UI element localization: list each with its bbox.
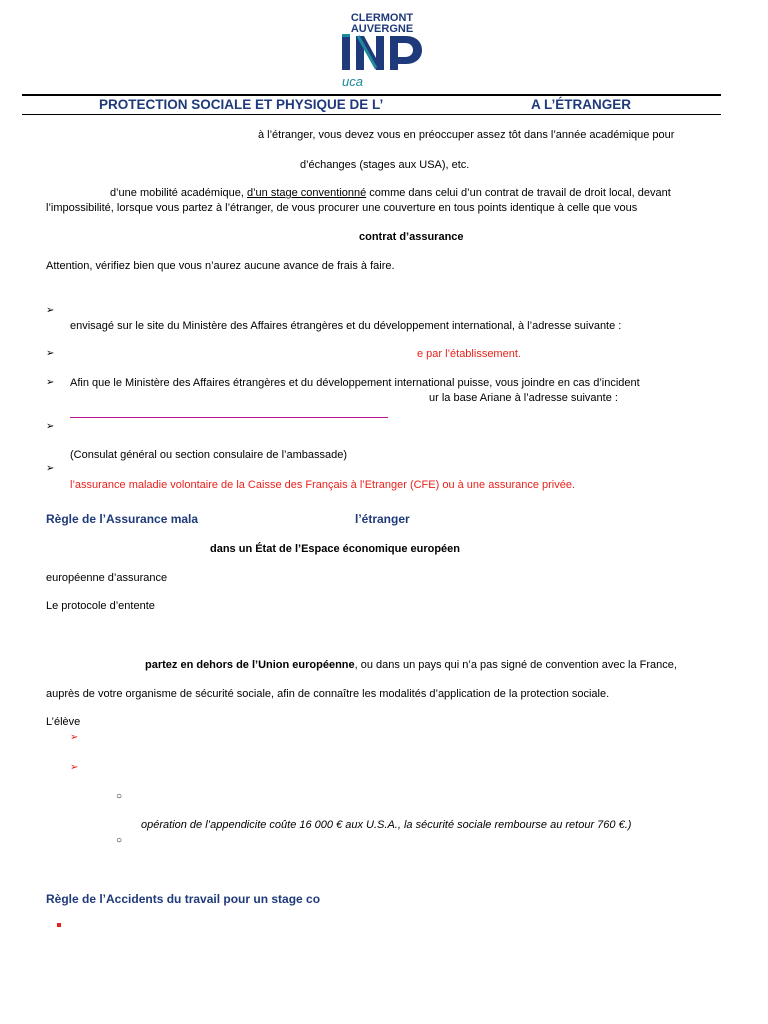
bullet3-line2: ur la base Ariane à l’adresse suivante : <box>429 392 618 404</box>
section1-para5: L’élève <box>46 716 81 728</box>
red-arrow-bullet-2: ➢ <box>70 762 79 773</box>
arrow-bullet-2: ➢ <box>46 348 55 359</box>
appendicite-example: opération de l’appendicite coûte 16 000 € aux U.S.A., la sécurité sociale rembourse au retour 760 €.) <box>141 819 632 831</box>
circle-bullet-1: ○ <box>116 791 123 802</box>
section1-para2: Le protocole d’entente <box>46 600 155 612</box>
arrow-bullet-1: ➢ <box>46 305 55 316</box>
ariane-link-underline[interactable] <box>70 417 388 418</box>
section2-heading: Règle de l’Accidents du travail pour un stage co <box>46 892 321 906</box>
section1-para4: auprès de votre organisme de sécurité sociale, afin de connaître les modalités d’application de la protection sociale. <box>46 688 610 700</box>
intro-para3-line1 <box>110 187 671 199</box>
section1-para3-bold: partez en dehors de l’Union européenne <box>145 659 355 671</box>
bullet3-line1: Afin que le Ministère des Affaires étrangères et du développement international puisse, vous joindre en cas d’incident <box>70 377 640 389</box>
arrow-bullet-4: ➢ <box>46 421 55 432</box>
red-arrow-bullet-1: ➢ <box>70 732 79 743</box>
page-title-left: PROTECTION SOCIALE ET PHYSIQUE DE L’ <box>99 97 384 112</box>
section1-heading-a: Règle de l’Assurance mala <box>46 512 199 526</box>
institution-logo <box>336 10 428 90</box>
title-rule-bottom <box>22 114 721 115</box>
section1-heading-b: l’étranger <box>355 512 410 526</box>
red-square-bullet <box>57 923 61 927</box>
attention-note: Attention, vérifiez bien que vous n’aurez aucune avance de frais à faire. <box>46 260 395 272</box>
logo-line1: CLERMONT <box>350 12 414 24</box>
bullet5-line2: l’assurance maladie volontaire de la Caisse des Français à l’Etranger (CFE) ou à une assurance privée. <box>70 479 576 491</box>
title-rule-top <box>22 94 721 96</box>
bullet2-text: e par l’établissement. <box>417 348 521 360</box>
section1-para3-rest: , ou dans un pays qui n’a pas signé de convention avec la France, <box>354 659 677 671</box>
page-title-right: A L’ÉTRANGER <box>531 97 632 112</box>
section1-para1: européenne d’assurance <box>46 572 168 584</box>
stage-conventionne-link[interactable]: d’un stage conventionné <box>246 187 367 199</box>
bullet1-line2: envisagé sur le site du Ministère des Affaires étrangères et du développement international, à l’adresse suivante : <box>70 320 622 332</box>
bullet4-line2: (Consulat général ou section consulaire de l’ambassade) <box>70 449 347 461</box>
logo-line2: AUVERGNE <box>350 23 414 35</box>
arrow-bullet-3: ➢ <box>46 377 55 388</box>
circle-bullet-2: ○ <box>116 835 123 846</box>
section1-para3 <box>145 659 677 671</box>
intro-para3-b: comme dans celui d’un contrat de travail de droit local, devant <box>366 187 671 199</box>
section1-subheading: dans un État de l’Espace économique européen <box>210 543 461 555</box>
arrow-bullet-5: ➢ <box>46 463 55 474</box>
intro-para3-line2: l’impossibilité, lorsque vous partez à l’étranger, de vous procurer une couverture en tous points identique à celle que vous <box>46 202 638 214</box>
contrat-assurance: contrat d’assurance <box>359 231 464 243</box>
intro-line2: d’échanges (stages aux USA), etc. <box>300 159 470 171</box>
logo-sub: uca <box>342 74 363 89</box>
intro-line1: à l’étranger, vous devez vous en préoccuper assez tôt dans l’année académique pour <box>258 129 675 141</box>
intro-para3-a: d’une mobilité académique, <box>110 187 247 199</box>
